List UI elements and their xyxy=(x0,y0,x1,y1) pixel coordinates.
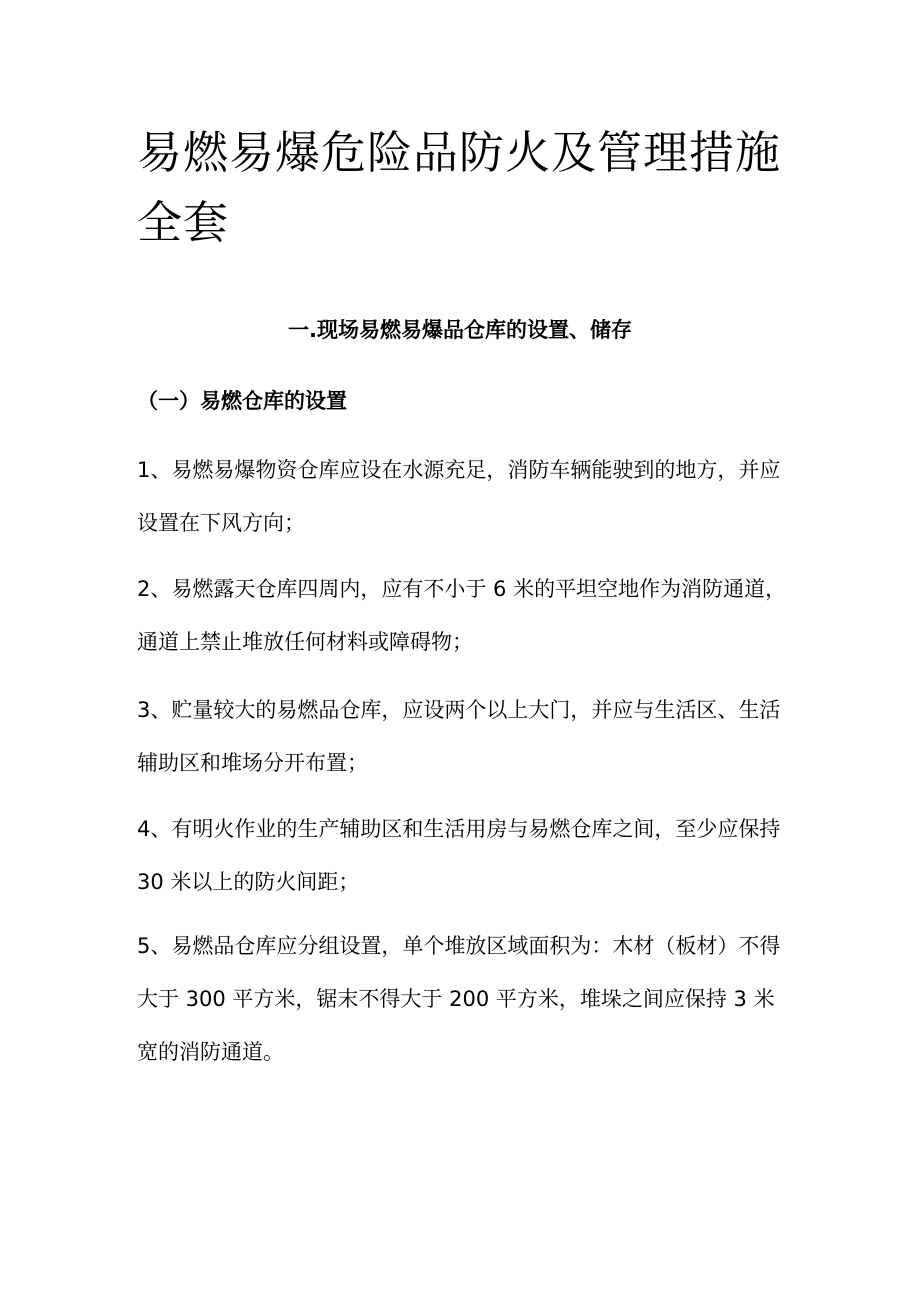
paragraph-5: 5、易燃品仓库应分组设置，单个堆放区域面积为：木材（板材）不得大于 300 平方米，锯末不得大于 200 平方米，堆垛之间应保持 3 米宽的消防通道。 xyxy=(137,934,781,1064)
subsection-heading: （一）易燃仓库的设置 xyxy=(137,389,347,413)
paragraph-3: 3、贮量较大的易燃品仓库，应设两个以上大门，并应与生活区、生活辅助区和堆场分开布置； xyxy=(137,698,781,775)
document-title: 易燃易爆危险品防火及管理措施全套 xyxy=(137,126,782,249)
paragraph-2: 2、易燃露天仓库四周内，应有不小于 6 米的平坦空地作为消防通道，通道上禁止堆放任何材料或障碍物； xyxy=(137,577,787,654)
paragraph-1: 1、易燃易爆物资仓库应设在水源充足，消防车辆能驶到的地方，并应设置在下风方向； xyxy=(137,458,781,535)
section-heading: 一.现场易燃易爆品仓库的设置、储存 xyxy=(288,318,632,342)
paragraph-4: 4、有明火作业的生产辅助区和生活用房与易燃仓库之间，至少应保持 30 米以上的防火间距； xyxy=(137,817,781,894)
